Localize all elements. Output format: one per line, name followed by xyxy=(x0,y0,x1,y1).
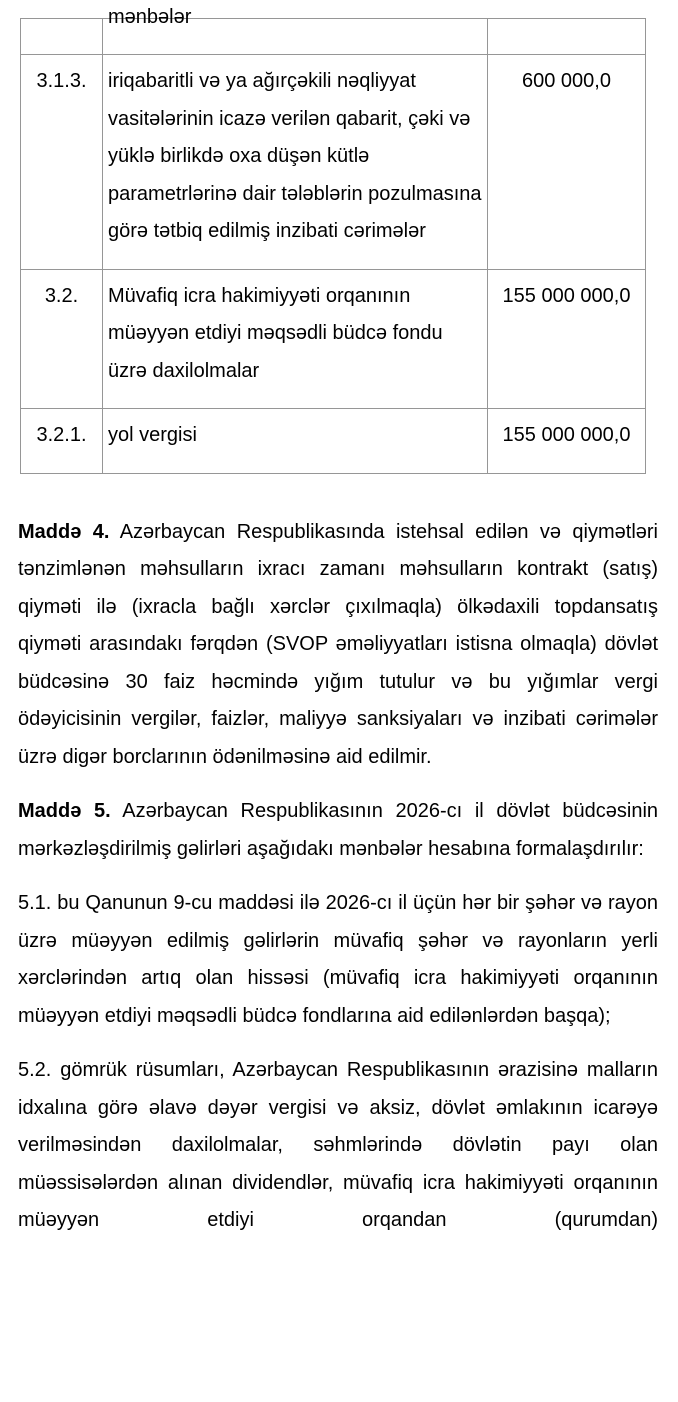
row-amount-cell xyxy=(488,19,646,55)
clause-5-1-paragraph xyxy=(18,885,658,1035)
row-description-cell: iriqabaritli və ya ağırçəkili nəqliyyat vasitələrinin icazə verilən qabarit, çəki və yüklə birlikdə oxa düşən kütlə parametrlərinə dair tələblərin pozulmasına görə tətbiq edilmiş inzibati cərimələr xyxy=(103,55,488,270)
table-row xyxy=(21,269,646,409)
article-5-paragraph xyxy=(18,793,658,868)
article-5-label: Maddə 5. xyxy=(18,800,111,822)
clause-5-1-text: 5.1. bu Qanunun 9-cu maddəsi ilə 2026-cı il üçün hər bir şəhər və rayon üzrə müəyyən edilmiş gəlirlərin müvafiq şəhər və rayonların yerli xərclərindən artıq olan hissəsi (müvafiq icra hakimiyyəti orqanının müəyyən etdiyi məqsədli büdcə fondlarına aid edilənlərdən başqa); xyxy=(18,892,658,1027)
row-number-cell xyxy=(21,19,103,55)
clause-5-2-text: 5.2. gömrük rüsumları, Azərbaycan Respublikasının ərazisinə malların idxalına görə əlavə dəyər vergisi və aksiz, dövlət əmlakının icarəyə verilməsindən daxilolmalar, səhmlərində dövlətin payı olan müəssisələrdən alınan dividendlər, müvafiq icra hakimiyyəti orqanının müəyyən etdiyi orqandan (qurumdan) xyxy=(18,1059,658,1231)
row-number-cell: 3.2. xyxy=(21,269,103,409)
article-5-text: Azərbaycan Respublikasının 2026-cı il dövlət büdcəsinin mərkəzləşdirilmiş gəlirləri aşağıdakı mənbələr hesabına formalaşdırılır: xyxy=(18,800,659,860)
row-description-cell: Müvafiq icra hakimiyyəti orqanının müəyyən etdiyi məqsədli büdcə fondu üzrə daxilolmalar xyxy=(103,269,488,409)
row-amount-cell: 600 000,0 xyxy=(488,55,646,270)
article-4-text: Azərbaycan Respublikasında istehsal edilən və qiymətləri tənzimlənən məhsulların ixracı zamanı məhsulların kontrakt (satış) qiyməti ilə (ixracla bağlı xərclər çıxılmaqla) ölkədaxili topdansatış qiyməti arasındakı fərqdən (SVOP əməliyyatları istisna olmaqla) dövlət büdcəsinə 30 faiz həcmində yığım tutulur və bu yığımlar vergi ödəyicisinin vergilər, faizlər, maliyyə sanksiyaları və inzibati cərimələr üzrə digər borclarının ödənilməsinə aid edilmir. xyxy=(18,520,658,768)
row-number-cell: 3.2.1. xyxy=(21,409,103,474)
table-row xyxy=(21,55,646,270)
article-4-label: Maddə 4. xyxy=(18,520,110,543)
table-row-partial xyxy=(21,19,646,55)
table-row xyxy=(21,409,646,474)
row-amount-cell: 155 000 000,0 xyxy=(488,409,646,474)
clipped-description-text: mənbələr xyxy=(108,6,192,28)
clause-5-2-paragraph xyxy=(18,1052,658,1240)
row-description-cell: yol vergisi xyxy=(103,409,488,474)
row-amount-cell: 155 000 000,0 xyxy=(488,269,646,409)
budget-revenue-table xyxy=(20,6,646,474)
article-4-paragraph xyxy=(18,514,658,777)
row-description-cell xyxy=(103,6,488,55)
row-number-cell: 3.1.3. xyxy=(21,55,103,270)
